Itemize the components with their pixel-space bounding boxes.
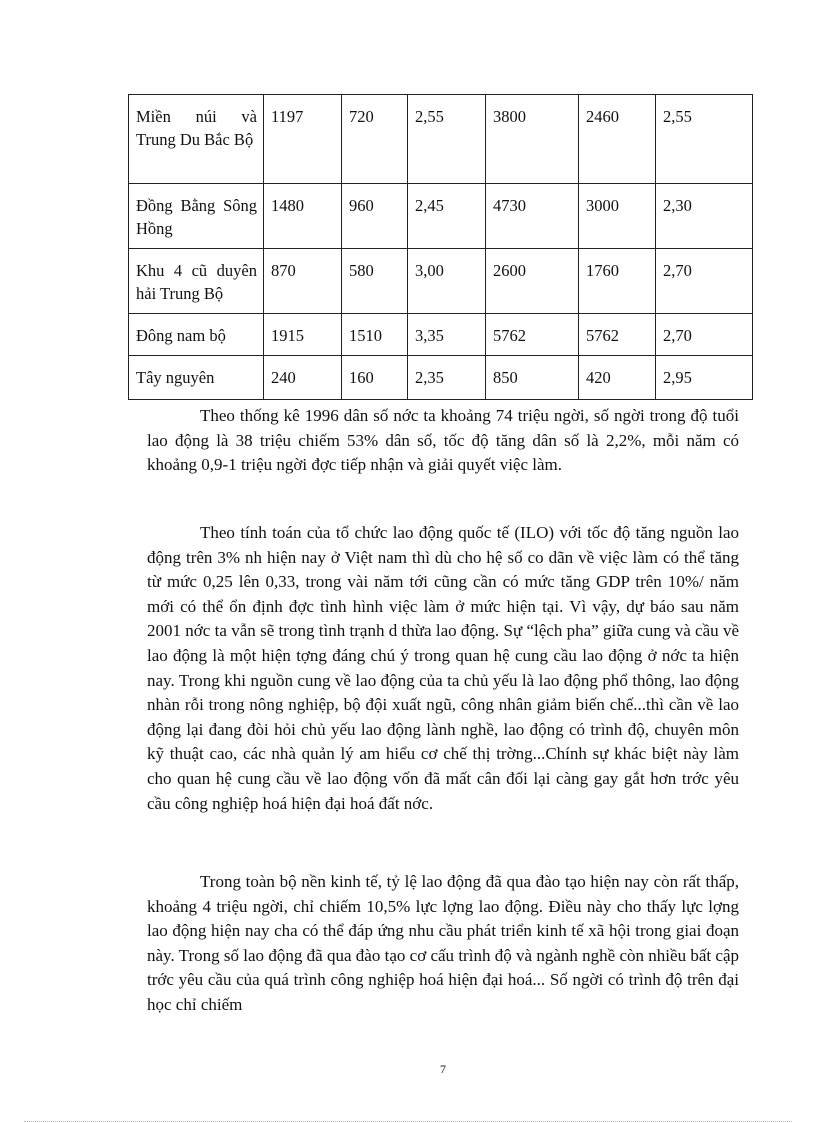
table-row bbox=[129, 314, 753, 356]
table-cell: 3,35 bbox=[408, 314, 486, 356]
paragraph-text: Trong toàn bộ nền kinh tế, tỷ lệ lao động đã qua đào tạo hiện nay còn rất thấp, khoảng 4 triệu ngời, chỉ chiếm 10,5% lực lợng lao động. Điều này cho thấy lực lợng lao động hiện nay cha có thể đáp ứng nhu cầu phát triển kinh tế xã hội trong giai đoạn này. Trong số lao động đã qua đào tạo cơ cấu trình độ và ngành nghề còn nhiều bất cập trớc yêu cầu của quá trình công nghiệp hoá hiện đại hoá... Số ngời có trình độ trên đại học chỉ chiếm bbox=[147, 872, 739, 1014]
table-cell: 4730 bbox=[486, 184, 579, 249]
table-cell: 960 bbox=[342, 184, 408, 249]
paragraph-text: Theo tính toán của tổ chức lao động quốc tế (ILO) với tốc độ tăng nguồn lao động trên 3% nh hiện nay ở Việt nam thì dù cho hệ số co dãn về việc làm có thể tăng từ mức 0,25 lên 0,33, trong vài năm tới cũng cần có mức tăng GDP trên 10%/ năm mới có thể ổn định đợc tình hình việc làm ở mức hiện tại. Vì vậy, dự báo sau năm 2001 nớc ta vẫn sẽ trong tình trạnh d thừa lao động. Sự “lệch pha” giữa cung và cầu về lao động là một hiện tợng đáng chú ý trong quan hệ cung cầu lao động ở nớc ta hiện nay. Trong khi nguồn cung về lao động của ta chủ yếu là lao động phổ thông, lao động nhàn rỗi trong nông nghiệp, bộ đội xuất ngũ, công nhân giảm biến chế...thì cần về lao động lại đang đòi hỏi chủ yếu lao động lành nghề, lao động có trình độ, chuyên môn kỹ thuật cao, các nhà quản lý am hiểu cơ chế thị trờng...Chính sự khác biệt này làm cho quan hệ cung cầu về lao động vốn đã mất cân đối lại càng gay gắt hơn trớc yêu cầu công nghiệp hoá hiện đại hoá đất nớc. bbox=[147, 523, 739, 813]
table-cell: 1197 bbox=[264, 95, 342, 184]
table-cell: 580 bbox=[342, 249, 408, 314]
page-number: 7 bbox=[440, 1062, 446, 1076]
table-cell: 3000 bbox=[579, 184, 656, 249]
body-paragraph-1 bbox=[147, 404, 739, 478]
table-cell: 2,35 bbox=[408, 356, 486, 400]
table-cell: 850 bbox=[486, 356, 579, 400]
table-cell: 1510 bbox=[342, 314, 408, 356]
table-cell: 420 bbox=[579, 356, 656, 400]
table-cell-region: Đông nam bộ bbox=[129, 314, 264, 356]
table-row bbox=[129, 184, 753, 249]
table-cell: 5762 bbox=[486, 314, 579, 356]
table-cell: 1760 bbox=[579, 249, 656, 314]
regional-labor-table bbox=[128, 94, 753, 400]
table-cell: 5762 bbox=[579, 314, 656, 356]
table-cell: 1480 bbox=[264, 184, 342, 249]
table-cell-region: Tây nguyên bbox=[129, 356, 264, 400]
table-row bbox=[129, 249, 753, 314]
page-bottom-divider bbox=[24, 1121, 792, 1122]
table-cell: 160 bbox=[342, 356, 408, 400]
body-paragraph-2 bbox=[147, 521, 739, 816]
table-cell: 1915 bbox=[264, 314, 342, 356]
body-paragraph-3 bbox=[147, 870, 739, 1018]
table-cell: 2,70 bbox=[656, 314, 753, 356]
paragraph-text: Theo thống kê 1996 dân số nớc ta khoảng 74 triệu ngời, số ngời trong độ tuổi lao động là 38 triệu chiếm 53% dân số, tốc độ tăng dân số là 2,2%, mỗi năm có khoảng 0,9-1 triệu ngời đợc tiếp nhận và giải quyết việc làm. bbox=[147, 406, 739, 475]
table-cell: 2,95 bbox=[656, 356, 753, 400]
table-cell-region: Khu 4 cũ duyên hải Trung Bộ bbox=[129, 249, 264, 314]
table-cell: 720 bbox=[342, 95, 408, 184]
table-cell-region: Miền núi và Trung Du Bắc Bộ bbox=[129, 95, 264, 184]
table-row bbox=[129, 95, 753, 184]
table-cell-region: Đồng Bằng Sông Hồng bbox=[129, 184, 264, 249]
table-cell: 3800 bbox=[486, 95, 579, 184]
table-row bbox=[129, 356, 753, 400]
table-cell: 2,70 bbox=[656, 249, 753, 314]
table-cell: 870 bbox=[264, 249, 342, 314]
table-cell: 2,45 bbox=[408, 184, 486, 249]
table-cell: 2,30 bbox=[656, 184, 753, 249]
table-cell: 2,55 bbox=[656, 95, 753, 184]
table-cell: 2600 bbox=[486, 249, 579, 314]
table-cell: 3,00 bbox=[408, 249, 486, 314]
table-cell: 2,55 bbox=[408, 95, 486, 184]
table-cell: 2460 bbox=[579, 95, 656, 184]
table-cell: 240 bbox=[264, 356, 342, 400]
